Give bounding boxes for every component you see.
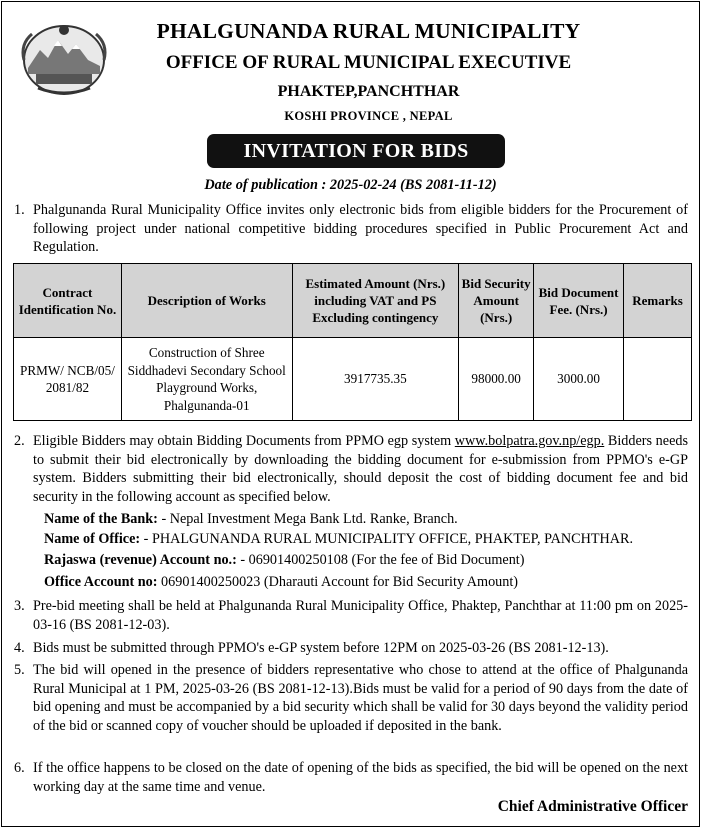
- col-bid-security: Bid Security Amount (Nrs.): [459, 264, 534, 338]
- text-segment: Bidders needs to submit their bid electronically by downloading the bidding document for e-submission from PPMO's e-GP system. Bidders submitting their bid electronically, should deposit the cost of bidding document fee and bid security in the following account as specified below.: [33, 433, 688, 505]
- signature: Chief Administrative Officer: [497, 798, 688, 815]
- paragraph-text: Bids must be submitted through PPMO's e-GP system before 12PM on 2025-03-26 (BS 2081-12-13).: [33, 640, 609, 656]
- paragraph-number: 1.: [14, 202, 25, 218]
- paragraph-3: [14, 597, 688, 634]
- municipality-name: PHALGUNANDA RURAL MUNICIPALITY: [156, 19, 581, 43]
- rajaswa-account-line: [44, 551, 524, 570]
- office-location: PHAKTEP,PANCHTHAR: [277, 83, 460, 100]
- table-row: [14, 338, 692, 421]
- paragraph-text: If the office happens to be closed on the date of opening of the bids as specified, the bid will be opened on the next working day at the same time and venue.: [33, 760, 688, 795]
- publication-date: Date of publication : 2025-02-24 (BS 2081-11-12): [204, 177, 497, 193]
- egp-link[interactable]: www.bolpatra.gov.np/egp.: [454, 433, 605, 449]
- text-segment: Eligible Bidders may obtain Bidding Documents from PPMO egp system: [33, 433, 455, 449]
- office-name: OFFICE OF RURAL MUNICIPAL EXECUTIVE: [165, 52, 572, 73]
- paragraph-4: [14, 639, 688, 658]
- bid-table: [13, 263, 692, 421]
- paragraph-number: 3.: [14, 598, 25, 614]
- col-document-fee: Bid Document Fee. (Nrs.): [534, 264, 624, 338]
- col-contract-id: Contract Identification No.: [14, 264, 122, 338]
- office-value: - PHALGUNANDA RURAL MUNICIPALITY OFFICE, PHAKTEP, PANCHTHAR.: [140, 531, 634, 547]
- office-account-label: Office Account no:: [44, 574, 158, 590]
- notice-title: INVITATION FOR BIDS: [207, 134, 505, 168]
- bid-notice: [1, 1, 700, 827]
- paragraph-number: 2.: [14, 433, 25, 449]
- paragraph-5: [14, 661, 688, 735]
- paragraph-text: Phalgunanda Rural Municipality Office invites only electronic bids from eligible bidders for the Procurement of following project under national competitive bidding procedures specified in Public Procurement Act and Regulation.: [33, 202, 688, 256]
- cell-description: Construction of Shree Siddhadevi Secondary School Playground Works, Phalgunanda-01: [121, 338, 292, 421]
- office-account-value: 06901400250023 (Dharauti Account for Bid Security Amount): [157, 574, 519, 590]
- paragraph-text: [33, 432, 688, 506]
- cell-document-fee: 3000.00: [534, 338, 624, 421]
- rajaswa-value: - 06901400250108 (For the fee of Bid Document): [236, 552, 525, 568]
- rajaswa-label: Rajaswa (revenue) Account no.:: [44, 552, 237, 568]
- paragraph-text: Pre-bid meeting shall be held at Phalgunanda Rural Municipality Office, Phaktep, Panchthar at 11:00 pm on 2025-03-16 (BS 2081-12-03).: [33, 598, 688, 633]
- col-description: Description of Works: [121, 264, 292, 338]
- office-name-line: [44, 530, 633, 549]
- col-estimated-amount: Estimated Amount (Nrs.) including VAT and PS Excluding contingency: [292, 264, 459, 338]
- paragraph-number: 4.: [14, 640, 25, 656]
- paragraph-2: [14, 432, 688, 506]
- bank-label: Name of the Bank:: [44, 511, 158, 527]
- province-line: KOSHI PROVINCE , NEPAL: [284, 109, 453, 123]
- paragraph-number: 6.: [14, 760, 25, 776]
- col-remarks: Remarks: [624, 264, 692, 338]
- office-account-line: [44, 573, 518, 592]
- cell-bid-security: 98000.00: [459, 338, 534, 421]
- bank-value: - Nepal Investment Mega Bank Ltd. Ranke, Branch.: [157, 511, 458, 527]
- bank-name-line: [44, 510, 458, 529]
- paragraph-text: The bid will opened in the presence of bidders representative who chose to attend at the office of Phalgunanda Rural Municipal at 1 PM, 2025-03-26 (BS 2081-12-13).Bids must be valid for a period of 90 days from the date of bid opening and must be accompanied by a bid security which shall be valid for 30 days beyond the validity period of the bid or scanned copy of voucher should be uploaded if deposited in the bank.: [33, 662, 688, 734]
- table-header-row: [14, 264, 692, 338]
- paragraph-1: [14, 201, 688, 257]
- paragraph-number: 5.: [14, 662, 25, 678]
- cell-remarks: [624, 338, 692, 421]
- office-label: Name of Office:: [44, 531, 141, 547]
- cell-contract-id: PRMW/ NCB/05/ 2081/82: [14, 338, 122, 421]
- cell-estimated-amount: 3917735.35: [292, 338, 459, 421]
- paragraph-6: [14, 759, 688, 796]
